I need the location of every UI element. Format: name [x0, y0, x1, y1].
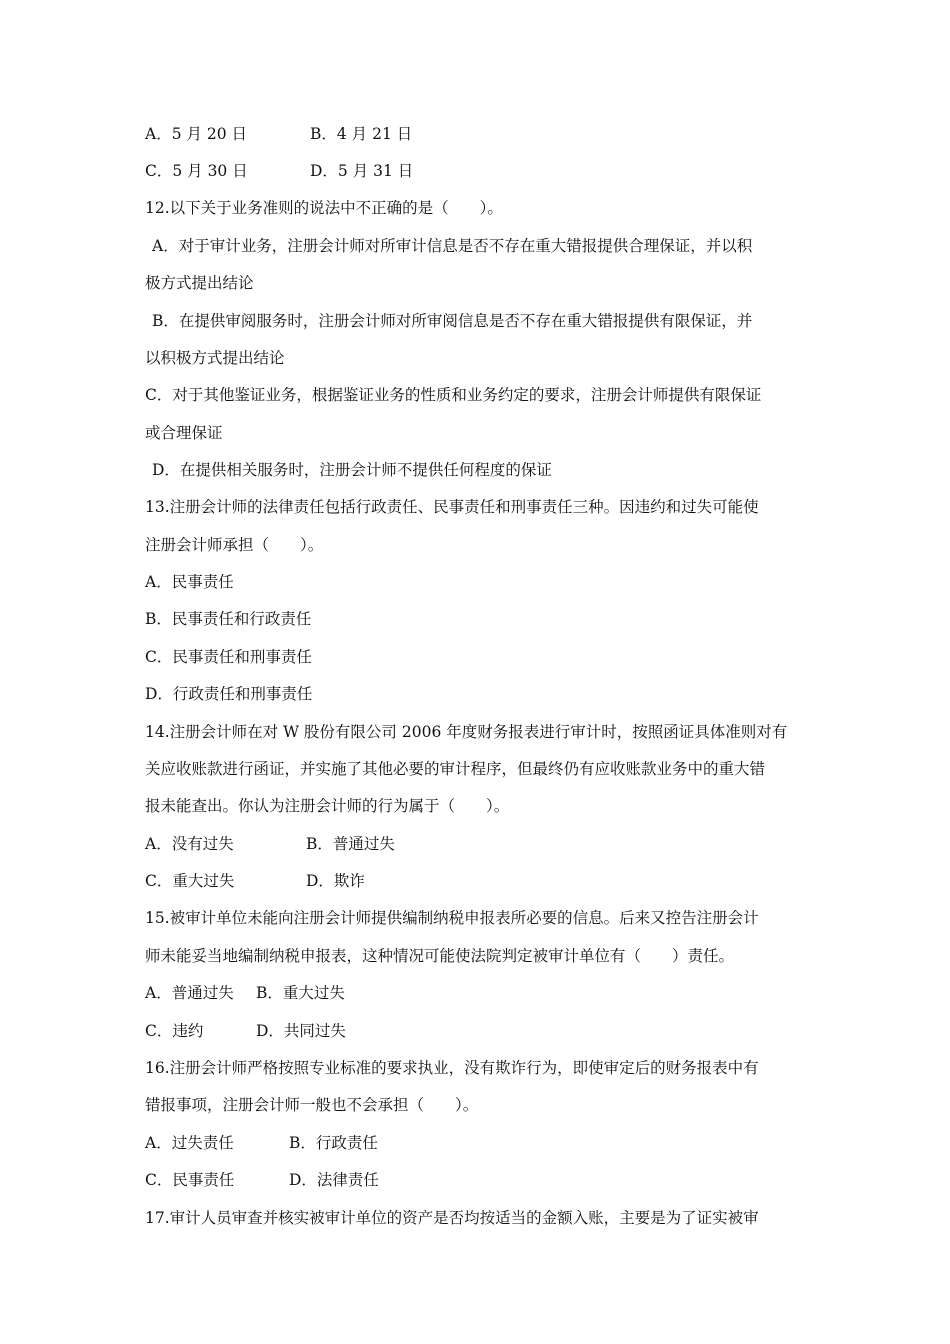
option-a-text: A．对于审计业务，注册会计师对所审计信息是否不存在重大错报提供合理保证，并以积 — [152, 237, 753, 255]
option-b-text-cont: 以积极方式提出结论 — [145, 349, 285, 367]
option-line — [145, 834, 395, 854]
option-c: C．民事责任 — [145, 1171, 235, 1189]
option-b: B．4 月 21 日 — [310, 125, 413, 143]
option-line — [145, 983, 345, 1003]
option-d: D．共同过失 — [256, 1022, 346, 1040]
question-17: 17.审计人员审查并核实被审计单位的资产是否均按适当的金额入账，主要是为了证实被审 — [145, 1209, 759, 1227]
option-d: D．行政责任和刑事责任 — [145, 685, 313, 703]
question-14-cont: 报未能查出。你认为注册会计师的行为属于（ ）。 — [145, 797, 510, 815]
option-b: B．民事责任和行政责任 — [145, 610, 312, 628]
option-line — [145, 161, 413, 181]
option-a-text-cont: 极方式提出结论 — [145, 274, 254, 292]
question-13-cont: 注册会计师承担（ ）。 — [145, 536, 324, 554]
option-d: D．欺诈 — [306, 872, 365, 890]
option-d: D．法律责任 — [289, 1171, 379, 1189]
option-a: A．过失责任 — [145, 1134, 234, 1152]
question-13: 13.注册会计师的法律责任包括行政责任、民事责任和刑事责任三种。因违约和过失可能使 — [145, 498, 759, 516]
question-15: 15.被审计单位未能向注册会计师提供编制纳税申报表所必要的信息。后来又控告注册会计 — [145, 909, 759, 927]
option-b: B．重大过失 — [256, 984, 345, 1002]
option-d: D．5 月 31 日 — [310, 162, 414, 180]
question-14: 14.注册会计师在对 W 股份有限公司 2006 年度财务报表进行审计时，按照函证具体准则对有 — [145, 723, 788, 741]
option-line — [145, 1021, 346, 1041]
option-c: C．民事责任和刑事责任 — [145, 648, 312, 666]
option-a: A．5 月 20 日 — [145, 125, 248, 143]
question-14-cont: 关应收账款进行函证，并实施了其他必要的审计程序，但最终仍有应收账款业务中的重大错 — [145, 760, 766, 778]
option-line — [145, 124, 412, 144]
option-c: C．5 月 30 日 — [145, 162, 248, 180]
option-c: C．违约 — [145, 1022, 204, 1040]
question-16: 16.注册会计师严格按照专业标准的要求执业，没有欺诈行为，即使审定后的财务报表中有 — [145, 1059, 759, 1077]
option-c-text-cont: 或合理保证 — [145, 424, 223, 442]
option-a: A．没有过失 — [145, 835, 234, 853]
option-b: B．普通过失 — [306, 835, 395, 853]
option-d-text: D．在提供相关服务时，注册会计师不提供任何程度的保证 — [152, 461, 552, 479]
option-b: B．行政责任 — [289, 1134, 378, 1152]
option-a: A．民事责任 — [145, 573, 234, 591]
option-b-text: B．在提供审阅服务时，注册会计师对所审阅信息是否不存在重大错报提供有限保证，并 — [152, 312, 753, 330]
option-a: A．普通过失 — [145, 984, 234, 1002]
option-line — [145, 1170, 379, 1190]
option-c-text: C．对于其他鉴证业务，根据鉴证业务的性质和业务约定的要求，注册会计师提供有限保证 — [145, 386, 762, 404]
option-line — [145, 871, 365, 891]
question-15-cont: 师未能妥当地编制纳税申报表，这种情况可能使法院判定被审计单位有（ ）责任。 — [145, 947, 735, 965]
option-c: C．重大过失 — [145, 872, 235, 890]
question-12: 12.以下关于业务准则的说法中不正确的是（ ）。 — [145, 199, 503, 217]
option-line — [145, 1133, 378, 1153]
question-16-cont: 错报事项，注册会计师一般也不会承担（ ）。 — [145, 1096, 479, 1114]
